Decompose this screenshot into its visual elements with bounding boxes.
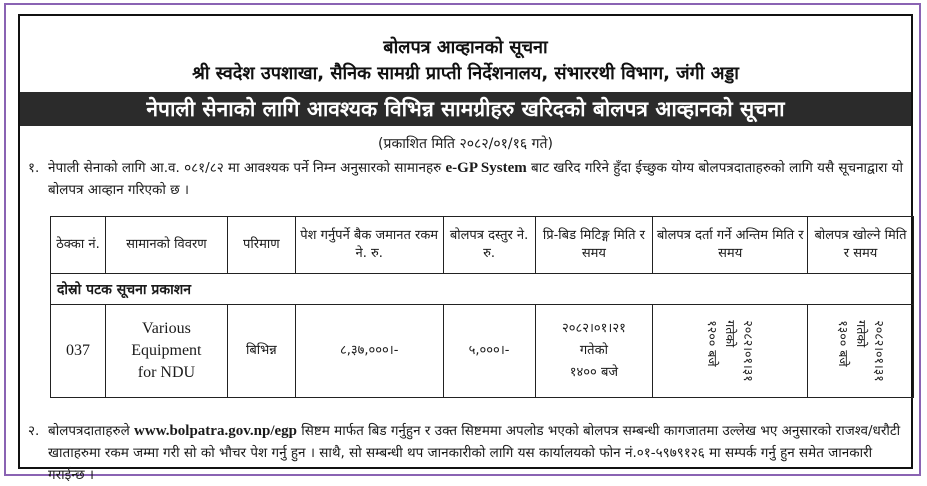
bolpatra-url[interactable]: www.bolpatra.gov.np/egp	[134, 423, 297, 439]
item-line: Equipment	[131, 342, 202, 359]
prebid-gate: गतेको	[579, 343, 608, 358]
table-row	[51, 305, 914, 398]
paragraph-text: नेपाली सेनाको लागि आ.व. ०८१/८२ मा आवश्यक पर्ने निम्न अनुसारको सामानहरु	[48, 160, 446, 176]
prebid-meeting	[535, 305, 653, 398]
header-quantity: परिमाण	[227, 217, 295, 274]
office-name: श्री स्वदेश उपशाखा, सैनिक सामग्री प्राप्ती निर्देशनालय, संभाररथी विभाग, जंगी अड्डा	[192, 63, 739, 84]
header-registration-deadline: बोलपत्र दर्ता गर्ने अन्तिम मिति र समय	[653, 217, 808, 274]
item-line: for NDU	[137, 364, 196, 381]
paragraph-text: बाट खरिद गरिने हुँदा ईच्छुक योग्य बोलपत्रदाताहरुको लागि यसै सूचनाद्वारा यो बोलपत्र आव्हान गरिएको छ ।	[48, 160, 903, 198]
paragraph-text: बोलपत्रदाताहरुले	[48, 423, 135, 439]
guarantee-amount: ८,३७,०००।-	[295, 305, 443, 398]
registration-rotated-text	[703, 320, 757, 381]
paragraph-number: २.	[28, 423, 40, 439]
item-line: Various	[141, 320, 191, 337]
published-date: (प्रकाशित मिति २०८२/०१/१६ गते)	[378, 136, 553, 152]
prebid-time: १४०० बजे	[569, 365, 619, 380]
section-label: दोस्रो पटक सूचना प्रकाशन	[51, 274, 914, 305]
header-prebid-meeting: प्रि-बिड मिटिङ्ग मिति र समय	[535, 217, 653, 274]
bid-fee: ५,०००।-	[443, 305, 535, 398]
section-row	[51, 274, 914, 305]
registration-gate: गतेको	[723, 320, 739, 348]
header-item-description: सामानको विवरण	[105, 217, 227, 274]
tender-table	[50, 216, 914, 398]
registration-date: २०८२।०१।३१	[741, 320, 757, 382]
quantity: बिभिन्न	[227, 305, 295, 398]
header-contract-no: ठेक्का नं.	[51, 217, 106, 274]
contract-number: 037	[51, 305, 106, 398]
opening-rotated-text	[834, 320, 888, 381]
notice-title: बोलपत्र आव्हानको सूचना	[383, 37, 548, 58]
header-bid-fee: बोलपत्र दस्तुर ने. रु.	[443, 217, 535, 274]
paragraph-2	[28, 420, 908, 486]
notice-frame	[4, 3, 921, 483]
notice-banner: नेपाली सेनाको लागि आवश्यक विभिन्न सामग्रीहरु खरिदको बोलपत्र आव्हानको सूचना	[20, 92, 911, 126]
prebid-date: २०८२।०१।२१	[561, 321, 626, 336]
notice-border	[18, 14, 913, 483]
paragraph-text: सिष्टम मार्फत बिड गर्नुहुन र उक्त सिष्टममा अपलोड भएको बोलपत्र सम्बन्धी कागजातमा उल्लेख भए अनुसारको राजश्व/धरौटी खाताहरुमा रकम जम्मा गरी सो को भौचर पेश गर्नु हुन । साथै, सो सम्बन्धी थप जानकारीको लागि यस कार्यालयको फोन नं.०१-५९७९१२६ मा सम्पर्क गर्नु हुन समेत जानकारी गराईन्छ ।	[48, 423, 901, 483]
bid-opening	[808, 305, 914, 398]
header-bid-opening: बोलपत्र खोल्ने मिति र समय	[808, 217, 914, 274]
opening-time: १३०० बजे	[835, 320, 851, 367]
item-description	[105, 305, 227, 398]
paragraph-1	[28, 157, 908, 201]
registration-deadline	[653, 305, 808, 398]
header-bank-guarantee: पेश गर्नुपर्ने बैक जमानत रकम ने. रु.	[295, 217, 443, 274]
table-header-row	[51, 217, 914, 274]
opening-date: २०८२।०१।३१	[871, 320, 887, 382]
opening-gate: गतेको	[853, 320, 869, 348]
registration-time: १२०० बजे	[705, 320, 721, 367]
egp-system-label: e-GP System	[445, 160, 527, 176]
paragraph-number: १.	[28, 160, 40, 176]
